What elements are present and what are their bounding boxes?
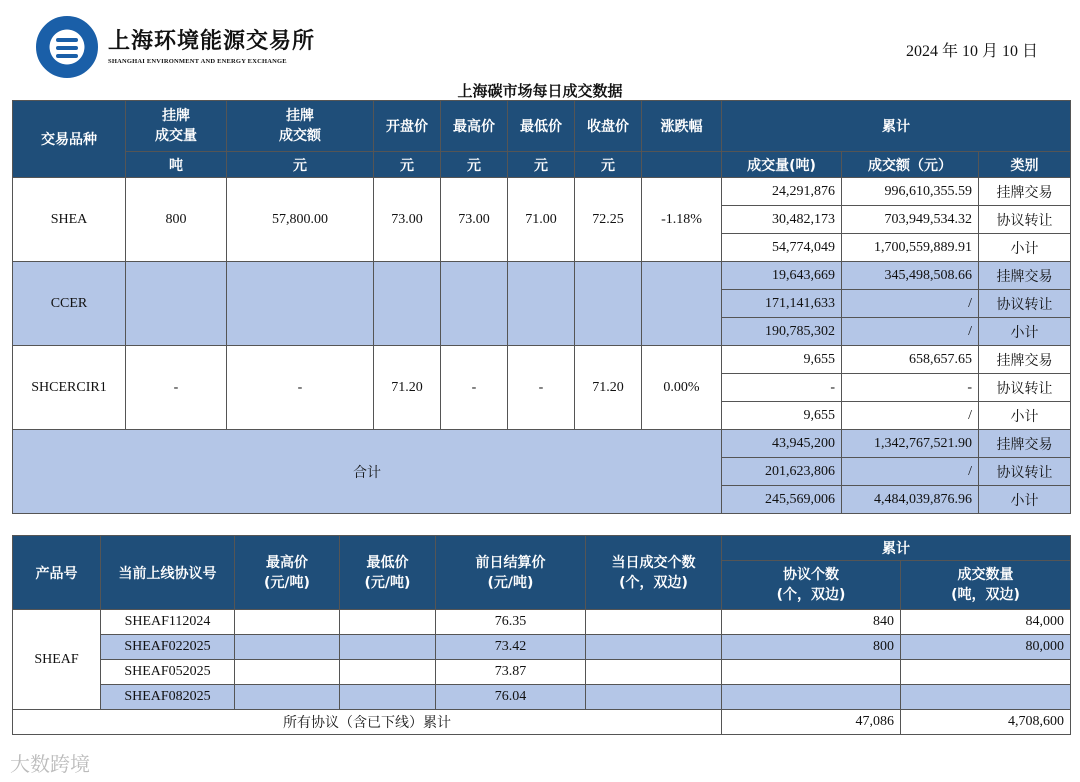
contract-id: SHEAF112024 xyxy=(101,610,235,635)
cum-volume: - xyxy=(722,374,842,402)
cum-volume: 30,482,173 xyxy=(722,206,842,234)
low-price: 71.00 xyxy=(508,178,575,262)
col-open: 开盘价 xyxy=(374,101,441,152)
listed-volume: 800 xyxy=(126,178,227,262)
col-product-no: 产品号 xyxy=(13,536,101,610)
settle-price: 76.04 xyxy=(436,685,586,710)
total-cum-amount: 1,342,767,521.90 xyxy=(842,430,979,458)
total-cum-type: 小计 xyxy=(979,486,1071,514)
total-cum-volume: 43,945,200 xyxy=(722,430,842,458)
total-cum-type: 协议转让 xyxy=(979,458,1071,486)
daily-count xyxy=(586,660,722,685)
cum-amount: / xyxy=(842,318,979,346)
col-cum-volume: 成交量(吨) xyxy=(722,152,842,178)
listed-amount xyxy=(227,262,374,346)
low-price xyxy=(340,660,436,685)
total-cum-volume: 245,569,006 xyxy=(722,486,842,514)
total-cum-qty: 4,708,600 xyxy=(901,710,1071,735)
cum-qty xyxy=(901,685,1071,710)
cum-count xyxy=(722,685,901,710)
cum-amount: 658,657.65 xyxy=(842,346,979,374)
settle-price: 73.87 xyxy=(436,660,586,685)
high-price xyxy=(235,660,340,685)
cum-amount: 703,949,534.32 xyxy=(842,206,979,234)
col-low: 最低价 (元/吨) xyxy=(340,536,436,610)
cum-volume: 9,655 xyxy=(722,402,842,430)
total-cum-amount: / xyxy=(842,458,979,486)
col-cum-qty: 成交数量 (吨，双边) xyxy=(901,561,1071,610)
listed-volume xyxy=(126,262,227,346)
cum-type: 小计 xyxy=(979,318,1071,346)
cum-volume: 9,655 xyxy=(722,346,842,374)
cum-qty: 84,000 xyxy=(901,610,1071,635)
open-price: 73.00 xyxy=(374,178,441,262)
cum-type: 挂牌交易 xyxy=(979,346,1071,374)
total-cum-volume: 201,623,806 xyxy=(722,458,842,486)
cum-volume: 54,774,049 xyxy=(722,234,842,262)
org-name-cn: 上海环境能源交易所 xyxy=(108,28,316,54)
cum-type: 挂牌交易 xyxy=(979,178,1071,206)
cum-amount: 1,700,559,889.91 xyxy=(842,234,979,262)
close-price: 71.20 xyxy=(575,346,642,430)
sheaf-agreement-table xyxy=(12,535,1071,735)
daily-count xyxy=(586,685,722,710)
listed-amount: 57,800.00 xyxy=(227,178,374,262)
listed-amount: - xyxy=(227,346,374,430)
total-cum-amount: 4,484,039,876.96 xyxy=(842,486,979,514)
low-price xyxy=(340,610,436,635)
contract-id: SHEAF052025 xyxy=(101,660,235,685)
daily-count xyxy=(586,610,722,635)
col-high: 最高价 xyxy=(441,101,508,152)
cum-count xyxy=(722,660,901,685)
col-daily-count: 当日成交个数 (个，双边) xyxy=(586,536,722,610)
col-cum-amount: 成交额（元） xyxy=(842,152,979,178)
cum-volume: 190,785,302 xyxy=(722,318,842,346)
exchange-logo xyxy=(36,16,98,78)
low-price: - xyxy=(508,346,575,430)
col-cum-count: 协议个数 (个，双边) xyxy=(722,561,901,610)
unit-amount: 元 xyxy=(227,152,374,178)
cum-amount: - xyxy=(842,374,979,402)
close-price xyxy=(575,262,642,346)
col-volume: 挂牌 成交量 xyxy=(126,101,227,152)
cum-volume: 171,141,633 xyxy=(722,290,842,318)
col-low: 最低价 xyxy=(508,101,575,152)
contract-id: SHEAF022025 xyxy=(101,635,235,660)
low-price xyxy=(340,635,436,660)
col-cumulative: 累计 xyxy=(722,101,1071,152)
open-price xyxy=(374,262,441,346)
unit-volume: 吨 xyxy=(126,152,227,178)
change-pct xyxy=(642,262,722,346)
cum-volume: 19,643,669 xyxy=(722,262,842,290)
high-price xyxy=(441,262,508,346)
all-agreements-total-label: 所有协议（含已下线）累计 xyxy=(13,710,722,735)
product-name: CCER xyxy=(13,262,126,346)
watermark: 大数跨境 xyxy=(10,752,90,776)
high-price xyxy=(235,610,340,635)
org-name-en: SHANGHAI ENVIRONMENT AND ENERGY EXCHANGE xyxy=(108,58,287,65)
unit-close: 元 xyxy=(575,152,642,178)
unit-high: 元 xyxy=(441,152,508,178)
change-pct: -1.18% xyxy=(642,178,722,262)
report-title: 上海碳市场每日成交数据 xyxy=(457,82,623,100)
total-label: 合计 xyxy=(13,430,722,514)
contract-id: SHEAF082025 xyxy=(101,685,235,710)
close-price: 72.25 xyxy=(575,178,642,262)
cum-count: 840 xyxy=(722,610,901,635)
col-cumulative: 累计 xyxy=(722,536,1071,561)
cum-type: 协议转让 xyxy=(979,374,1071,402)
report-date: 2024 年 10 月 10 日 xyxy=(905,43,1038,60)
col-amount: 挂牌 成交额 xyxy=(227,101,374,152)
cum-type: 协议转让 xyxy=(979,290,1071,318)
cum-type: 小计 xyxy=(979,234,1071,262)
cum-type: 小计 xyxy=(979,402,1071,430)
daily-count xyxy=(586,635,722,660)
unit-change xyxy=(642,152,722,178)
total-cum-count: 47,086 xyxy=(722,710,901,735)
col-close: 收盘价 xyxy=(575,101,642,152)
high-price: - xyxy=(441,346,508,430)
cum-type: 挂牌交易 xyxy=(979,262,1071,290)
cum-amount: / xyxy=(842,402,979,430)
product-name: SHCERCIR1 xyxy=(13,346,126,430)
total-cum-type: 挂牌交易 xyxy=(979,430,1071,458)
unit-low: 元 xyxy=(508,152,575,178)
listed-volume: - xyxy=(126,346,227,430)
open-price: 71.20 xyxy=(374,346,441,430)
product-no: SHEAF xyxy=(13,610,101,710)
low-price xyxy=(508,262,575,346)
daily-trading-table xyxy=(12,100,1071,514)
high-price: 73.00 xyxy=(441,178,508,262)
unit-open: 元 xyxy=(374,152,441,178)
low-price xyxy=(340,685,436,710)
change-pct: 0.00% xyxy=(642,346,722,430)
cum-amount: 345,498,508.66 xyxy=(842,262,979,290)
col-high: 最高价 (元/吨) xyxy=(235,536,340,610)
cum-amount: / xyxy=(842,290,979,318)
col-settle: 前日结算价 (元/吨) xyxy=(436,536,586,610)
product-name: SHEA xyxy=(13,178,126,262)
settle-price: 76.35 xyxy=(436,610,586,635)
col-product: 交易品种 xyxy=(13,101,126,178)
high-price xyxy=(235,635,340,660)
cum-qty: 80,000 xyxy=(901,635,1071,660)
cum-type: 协议转让 xyxy=(979,206,1071,234)
high-price xyxy=(235,685,340,710)
settle-price: 73.42 xyxy=(436,635,586,660)
cum-amount: 996,610,355.59 xyxy=(842,178,979,206)
col-contract: 当前上线协议号 xyxy=(101,536,235,610)
col-cum-type: 类别 xyxy=(979,152,1071,178)
cum-volume: 24,291,876 xyxy=(722,178,842,206)
cum-qty xyxy=(901,660,1071,685)
col-change: 涨跌幅 xyxy=(642,101,722,152)
cum-count: 800 xyxy=(722,635,901,660)
